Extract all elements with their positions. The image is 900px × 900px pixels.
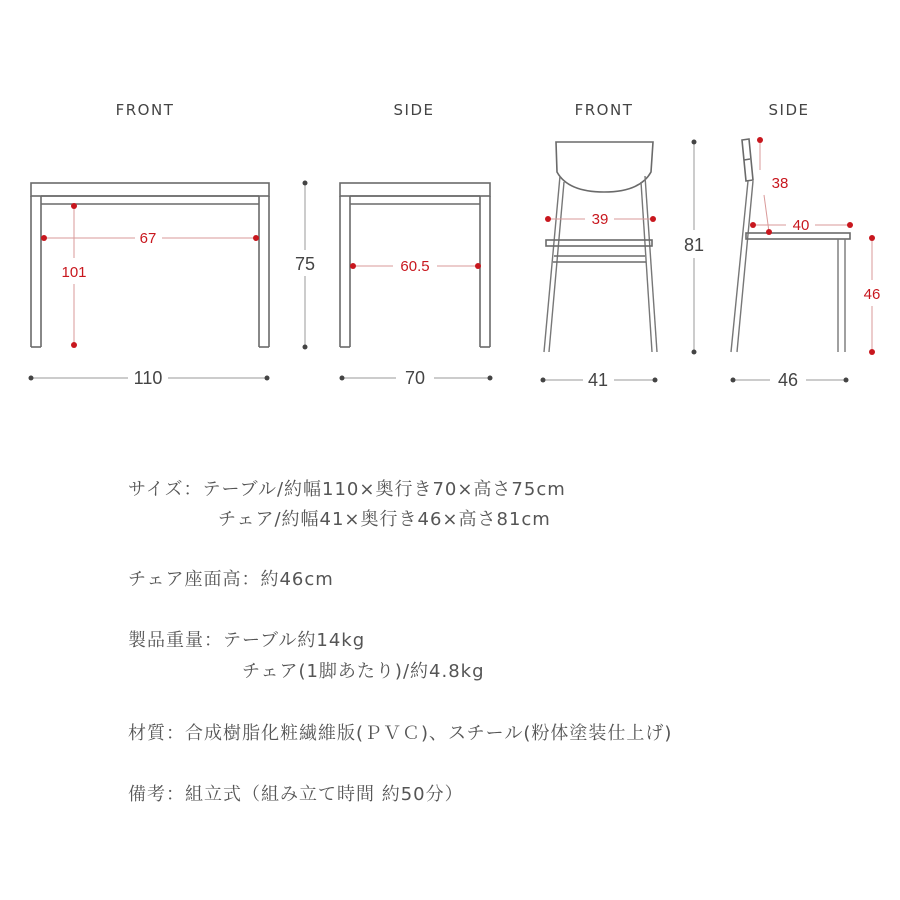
table-height-dimension: [295, 181, 315, 350]
table-depth-dimension: [340, 368, 493, 388]
table-depth-value: 70: [404, 368, 426, 388]
chair-side-drawing: [731, 139, 850, 352]
chair-side-label: SIDE: [768, 101, 810, 119]
chair-front-drawing: [544, 142, 657, 352]
chair-back-height-dimension: [757, 137, 788, 235]
spec-note: 備考：組立式（組み立て時間 約50分）: [128, 784, 464, 805]
table-inner-depth-value: 60.5: [400, 258, 430, 275]
chair-height-value: 81: [683, 235, 705, 255]
spec-weight-line2: チェア(1脚あたり)/約4.8kg: [242, 661, 485, 682]
spec-size-line2: チェア/約幅41×奥行き46×高さ81cm: [218, 509, 551, 530]
chair-depth-value: 46: [777, 370, 799, 390]
chair-depth-dimension: [731, 370, 849, 390]
chair-width-value: 41: [587, 370, 609, 390]
table-height-value: 75: [294, 254, 316, 274]
table-width-value: 110: [133, 368, 163, 388]
dimension-diagram: [0, 0, 900, 420]
chair-front-label: FRONT: [574, 101, 634, 119]
spec-weight-line1: 製品重量：テーブル約14kg: [128, 630, 366, 651]
chair-back-height-value: 38: [771, 175, 789, 192]
chair-width-dimension: [541, 370, 658, 390]
chair-seat-height-dimension: [864, 235, 881, 355]
table-inner-height-value: 101: [61, 264, 87, 281]
chair-seat-depth-dimension: [750, 217, 853, 234]
chair-seat-depth-value: 40: [792, 217, 810, 234]
chair-seat-width-value: 39: [591, 211, 609, 228]
spec-material: 材質：合成樹脂化粧繊維版(ＰＶＣ)、スチール(粉体塗装仕上げ): [128, 723, 673, 744]
chair-seat-height-value: 46: [863, 286, 881, 303]
chair-height-dimension: [684, 140, 704, 355]
spec-seat-height: チェア座面高：約46cm: [128, 569, 334, 590]
spec-size-line1: サイズ：テーブル/約幅110×奥行き70×高さ75cm: [128, 479, 566, 500]
table-inner-height-dimension: [61, 203, 86, 348]
table-width-dimension: [29, 368, 270, 388]
table-front-label: FRONT: [115, 101, 175, 119]
table-side-label: SIDE: [393, 101, 435, 119]
table-inner-width-value: 67: [139, 230, 157, 247]
table-inner-depth-dimension: [350, 258, 481, 275]
